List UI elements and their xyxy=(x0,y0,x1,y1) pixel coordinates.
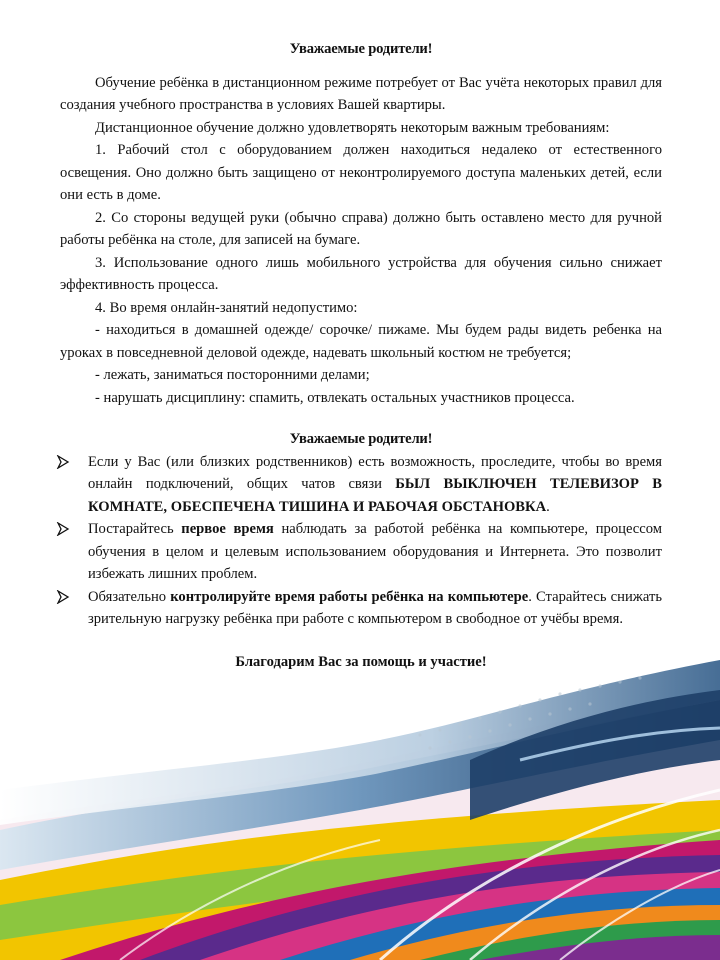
bullet-item xyxy=(56,518,662,586)
dash-item: - находиться в домашней одежде/ сорочке/ пижаме. Мы будем рады видеть ребенка на уроках в повседневной деловой одежде, надевать школьный костюм не требуется; xyxy=(60,322,662,361)
paragraph: 1. Рабочий стол с оборудованием должен находиться недалеко от естественного освещения. Оно должно быть защищено от неконтролируемого доступа маленьких детей, если они есть в доме. xyxy=(60,142,662,203)
paragraph: Обучение ребёнка в дистанционном режиме потребует от Вас учёта некоторых правил для создания учебного пространства в условиях Вашей квартиры. xyxy=(60,74,662,113)
bullet-text: Если у Вас (или близких родственников) есть возможность, проследите, чтобы во время онлайн подключений, общих чатов связи xyxy=(88,453,662,492)
dash-item: - нарушать дисциплину: спамить, отвлекать остальных участников процесса. xyxy=(95,389,575,406)
bullet-bold-text: первое время xyxy=(181,521,274,537)
bullet-bold-text: БЫЛ ВЫКЛЮЧЕН ТЕЛЕВИЗОР В КОМНАТЕ, ОБЕСПЕЧЕНА ТИШИНА И РАБОЧАЯ ОБСТАНОВКА xyxy=(88,476,663,515)
bullet-bold-text: контролируйте время работы ребёнка на компьютере xyxy=(170,588,529,605)
arrow-bullet-icon xyxy=(56,455,70,469)
closing-line: Благодарим Вас за помощь и участие! xyxy=(235,653,487,670)
paragraph: 2. Со стороны ведущей руки (обычно справа) должно быть оставлено место для ручной работы ребёнка на столе, для записей на бумаге. xyxy=(60,209,662,248)
bullet-text: Обязательно xyxy=(88,588,171,605)
bullet-list xyxy=(56,451,662,631)
arrow-bullet-icon xyxy=(56,522,70,536)
dash-item: - лежать, заниматься посторонними делами; xyxy=(95,367,370,383)
bullet-item xyxy=(56,451,662,519)
paragraph: Дистанционное обучение должно удовлетворять некоторым важным требованиям: xyxy=(95,119,610,136)
section2-title: Уважаемые родители! xyxy=(289,431,433,447)
bullet-text: Постарайтесь xyxy=(88,521,182,537)
bullet-text: . Старайтесь снижать зрительную нагрузку ребёнка при работе с компьютером в свободное от учёбы время. xyxy=(88,588,662,627)
bullet-text: наблюдать за работой ребёнка на компьютере, процессом обучения в целом и целевым использованием оборудования и Интернета. Это позволит избежать лишних проблем. xyxy=(88,521,662,582)
section1-title: Уважаемые родители! xyxy=(289,41,433,57)
bullet-item xyxy=(56,586,662,631)
bullet-text: . xyxy=(546,498,550,515)
arrow-bullet-icon xyxy=(56,590,70,604)
paragraph: 3. Использование одного лишь мобильного устройства для обучения сильно снижает эффективность процесса. xyxy=(60,254,662,293)
paragraph: 4. Во время онлайн-занятий недопустимо: xyxy=(95,299,358,316)
letter-content xyxy=(60,38,662,673)
